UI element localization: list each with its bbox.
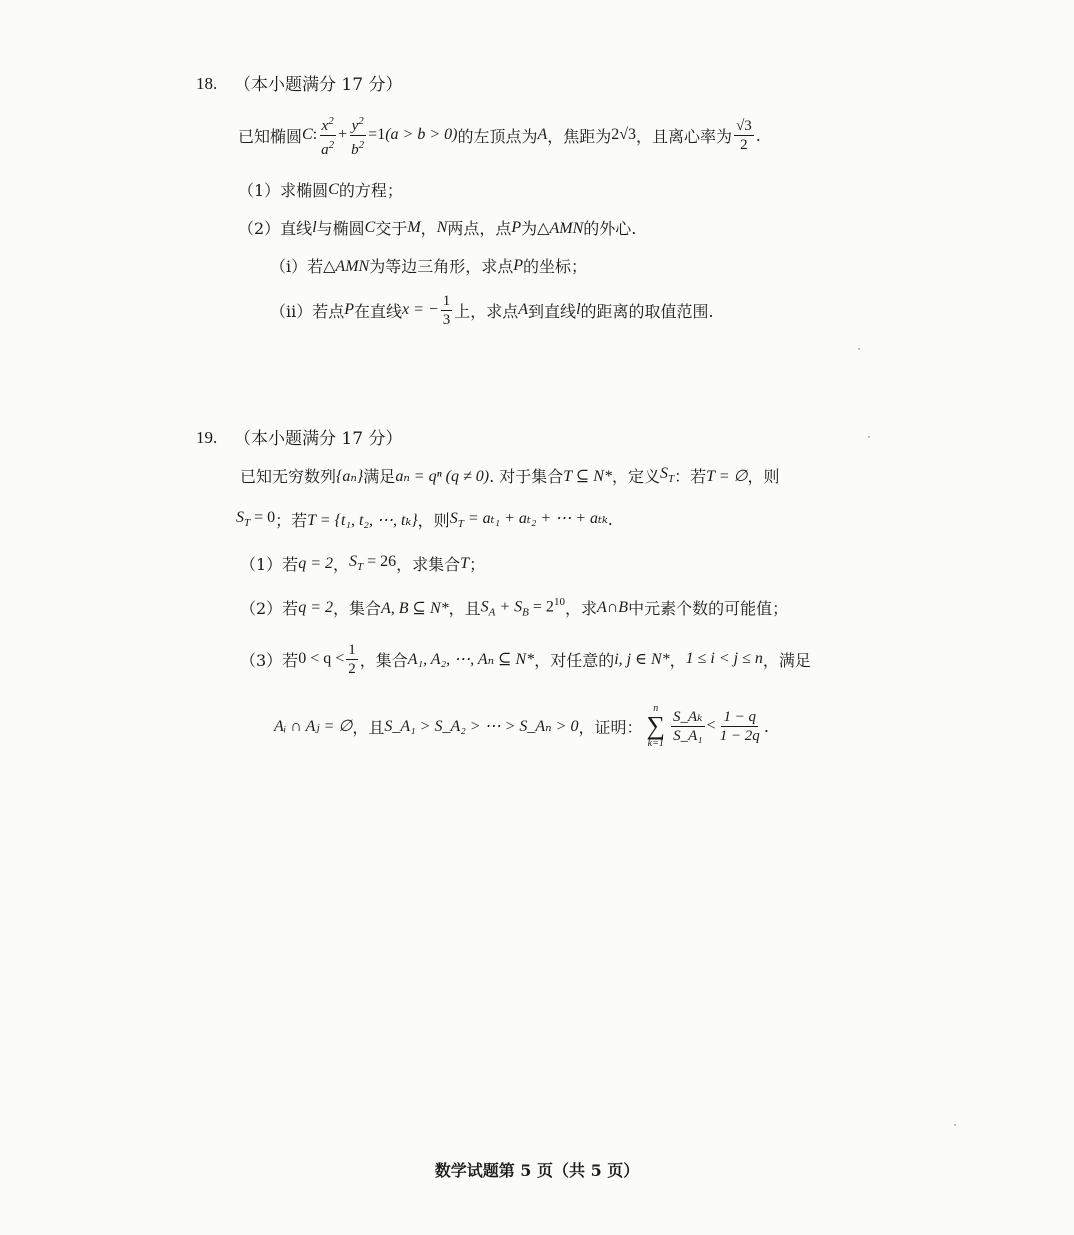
q18-stem-c: ，焦距为	[547, 126, 612, 146]
q18-part1: （1）求椭圆 C 的方程；	[238, 180, 403, 200]
q18-C: C	[302, 126, 313, 143]
q18-part2-i: （ⅰ）若 △AMN 为等边三角形，求点 P 的坐标；	[270, 256, 588, 276]
q18-period: .	[755, 125, 761, 145]
q18-colon: :	[312, 126, 318, 143]
q18-header: （本小题满分 17 分）	[234, 75, 403, 95]
q19-header: （本小题满分 17 分）	[234, 429, 403, 449]
q18-stem-b: 的左顶点为	[457, 126, 538, 146]
q18-frac-x: $\frac{x^2}{a^2}$	[319, 112, 336, 159]
q18-part2: （2）直线 l 与椭圆 C 交于 M ， N 两点，点 P 为 △AMN 的外心.	[238, 218, 637, 238]
q19-part1: （1）若 q = 2 ， $S_T = 26$ ，求集合 T ；	[240, 553, 486, 574]
q19-number: 19.	[196, 428, 218, 447]
q18-A: A	[537, 126, 548, 143]
page-footer: 数学试题第 5 页（共 5 页）	[434, 1161, 640, 1180]
q19-part3-b: Aᵢ ∩ Aⱼ = ∅ ，且 S_A₁ > S_A₂ > ⋯ > S_Aₙ > 0 ，证明： n ∑ k=1 $\frac{\text{S\_Aₖ}}{\text{S\_A₁}}$ < $\frac{1 - q}{1 - 2q}$ .	[274, 703, 769, 749]
q18-stem-d: ，且离心率为	[636, 126, 733, 146]
q18-ecc: $\frac{√3}{2}$	[736, 117, 752, 153]
q18-part2-ii: （ⅱ）若点 P 在直线 x = − $\frac{1}{3}$ 上，求点 A 到直线 l 的距离的取值范围.	[270, 292, 714, 328]
q18-focal: 2√3	[611, 126, 637, 143]
q18-frac-y: $\frac{y^2}{b^2}$	[349, 112, 366, 159]
q18-number: 18.	[196, 74, 218, 93]
summation: n ∑ k=1	[646, 703, 666, 749]
scan-speck	[954, 1124, 956, 1126]
q18-cond: (a > b > 0)	[385, 126, 458, 143]
q18-stem: 已知椭圆 C : $\frac{x^2}{a^2}$ + $\frac{y^2}{b^2}$ =1 (a > b > 0) 的左顶点为 A ，焦距为 2√3 ，且离心率为 $\frac{√3}{2}$ .	[238, 110, 761, 160]
q19-line2: $S_T = 0$ ；若 T = {t₁, t₂, ⋯, tₖ} ，则 $S_T = a_{t1} + a_{t2}$ + ⋯ + aₜₖ .	[236, 509, 613, 531]
q18-eq1: =1	[368, 126, 386, 143]
scan-speck	[858, 348, 860, 350]
q19-part2: （2）若 q = 2 ，集合 A, B ⊆ N* ，且 $S_A + S_B = 2^{10}$ ，求 A∩B 中元素个数的可能值；	[240, 596, 789, 619]
scan-speck	[868, 436, 870, 438]
q19-part3: （3）若 0 < q < $\frac{1}{2}$ ，集合 A₁, A₂, ⋯, Aₙ ⊆ N* ，对任意的 i, j ∈ N* ， 1 ≤ i < j ≤ n ，满足	[240, 641, 811, 677]
q19-line1: 已知无穷数列 {aₙ} 满足 aₙ = qⁿ (q ≠ 0) . 对于集合 T ⊆ N* ，定义 $S_T$ ：若 T = ∅ ，则	[240, 465, 780, 486]
q18-stem-a: 已知椭圆	[238, 126, 303, 146]
